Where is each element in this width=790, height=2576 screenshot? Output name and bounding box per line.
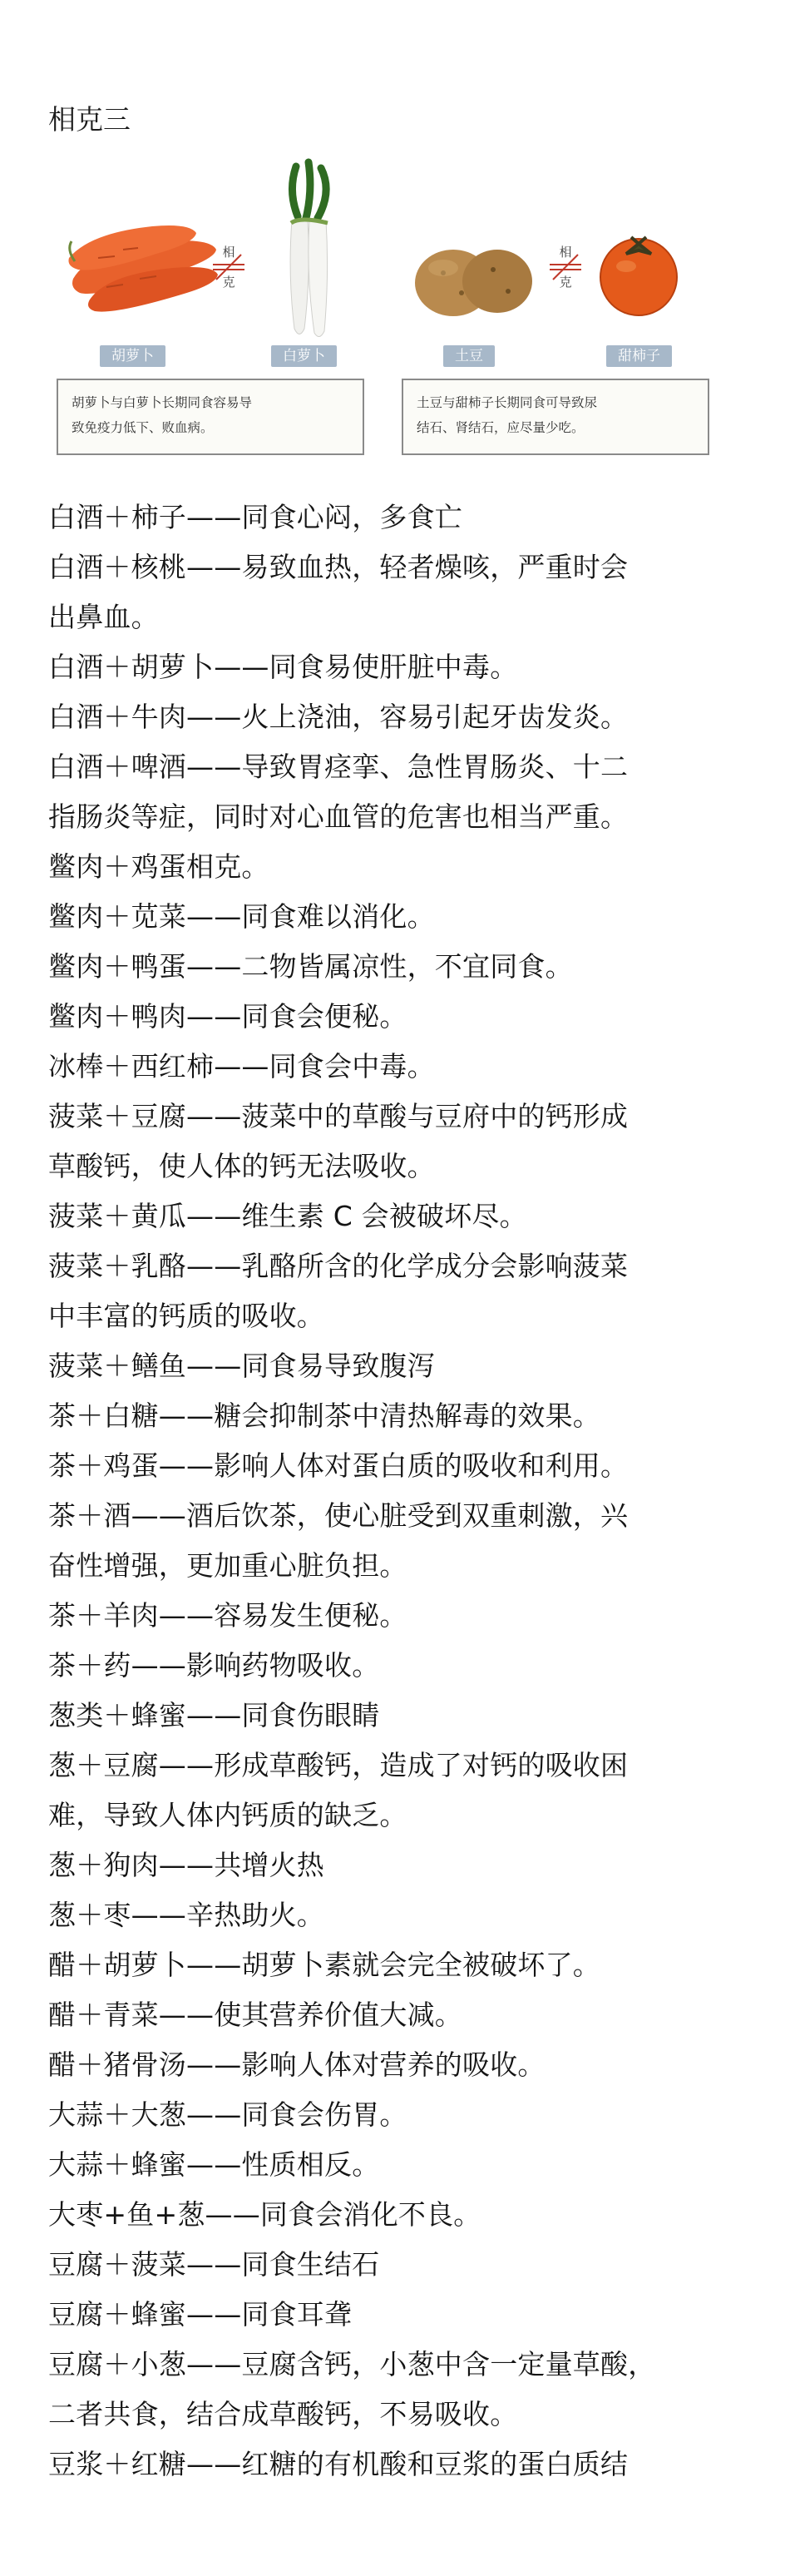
tag-white-radish: 白萝卜	[271, 345, 337, 367]
caption-line: 土豆与甜柿子长期同食可导致尿	[417, 395, 598, 410]
pair-potato-persimmon	[393, 141, 718, 474]
list-item: 鳖肉＋鸭蛋——二物皆属凉性，不宜同食。	[48, 950, 573, 983]
illustration-panel	[48, 141, 713, 474]
conflict-mark	[211, 240, 246, 290]
list-item: 葱类＋蜂蜜——同食伤眼睛	[48, 1699, 380, 1731]
list-item: 菠菜＋豆腐——菠菜中的草酸与豆府中的钙形成	[48, 1100, 629, 1132]
svg-text:相: 相	[559, 245, 572, 260]
food-conflict-list	[48, 493, 755, 2489]
list-item: 葱＋枣——辛热助火。	[48, 1899, 324, 1931]
page-title: 相克三	[48, 103, 131, 136]
list-item: 茶＋酒——酒后饮茶，使心脏受到双重刺激，兴	[48, 1499, 629, 1532]
list-item: 豆腐＋小葱——豆腐含钙，小葱中含一定量草酸，	[48, 2348, 656, 2380]
list-item: 出鼻血。	[48, 601, 159, 633]
conflict-mark	[548, 240, 583, 290]
svg-text:相: 相	[222, 245, 235, 260]
persimmon-image	[593, 229, 684, 320]
list-item: 大枣+鱼+葱——同食会消化不良。	[48, 2198, 481, 2231]
svg-text:克: 克	[222, 275, 235, 290]
list-item: 二者共食，结合成草酸钙，不易吸收。	[48, 2398, 518, 2430]
list-item: 鳖肉＋鸡蛋相克。	[48, 850, 269, 883]
white-radish-image	[263, 158, 354, 341]
list-item: 冰棒＋西红柿——同食会中毒。	[48, 1050, 435, 1082]
caption-line: 结石、肾结石，应尽量少吃。	[417, 420, 585, 435]
list-item: 醋＋胡萝卜——胡萝卜素就会完全被破坏了。	[48, 1949, 600, 1981]
list-item: 奋性增强，更加重心脏负担。	[48, 1549, 407, 1582]
list-item: 鳖肉＋苋菜——同食难以消化。	[48, 900, 435, 933]
list-item: 醋＋猪骨汤——影响人体对营养的吸收。	[48, 2048, 546, 2081]
list-item: 豆浆＋红糖——红糖的有机酸和豆浆的蛋白质结	[48, 2448, 629, 2480]
list-item: 豆腐＋蜂蜜——同食耳聋	[48, 2298, 353, 2331]
tag-potato: 土豆	[443, 345, 495, 367]
list-item: 醋＋青菜——使其营养价值大减。	[48, 1999, 462, 2031]
list-item: 大蒜＋大葱——同食会伤胃。	[48, 2098, 407, 2131]
list-item: 菠菜＋乳酪——乳酪所含的化学成分会影响菠菜	[48, 1250, 629, 1282]
list-item: 难，导致人体内钙质的缺乏。	[48, 1799, 407, 1831]
list-item: 白酒＋胡萝卜——同食易使肝脏中毒。	[48, 651, 518, 683]
list-item: 白酒＋柿子——同食心闷，多食亡	[48, 501, 462, 533]
list-item: 茶＋鸡蛋——影响人体对蛋白质的吸收和利用。	[48, 1449, 629, 1482]
list-item: 茶＋药——影响药物吸收。	[48, 1649, 380, 1682]
list-item: 白酒＋啤酒——导致胃痉挛、急性胃肠炎、十二	[48, 751, 629, 783]
list-item: 白酒＋核桃——易致血热，轻者燥咳，严重时会	[48, 551, 629, 583]
tag-carrot: 胡萝卜	[100, 345, 165, 367]
list-item: 草酸钙，使人体的钙无法吸收。	[48, 1150, 435, 1182]
list-item: 茶＋白糖——糖会抑制茶中清热解毒的效果。	[48, 1399, 600, 1432]
list-item: 茶＋羊肉——容易发生便秘。	[48, 1599, 407, 1632]
list-item: 葱＋豆腐——形成草酸钙，造成了对钙的吸收困	[48, 1749, 629, 1781]
list-item: 葱＋狗肉——共增火热	[48, 1849, 324, 1881]
list-item: 菠菜＋鳝鱼——同食易导致腹泻	[48, 1350, 435, 1382]
caption-carrot-radish	[57, 379, 364, 455]
caption-line: 胡萝卜与白萝卜长期同食容易导	[72, 395, 253, 410]
carrot-image	[65, 208, 223, 316]
list-item: 豆腐＋菠菜——同食生结石	[48, 2248, 380, 2281]
list-item: 指肠炎等症，同时对心血管的危害也相当严重。	[48, 800, 629, 833]
svg-text:克: 克	[559, 275, 572, 290]
potato-image	[410, 233, 543, 324]
pair-carrot-radish	[48, 141, 373, 474]
list-item: 大蒜＋蜂蜜——性质相反。	[48, 2148, 380, 2181]
caption-line: 致免疫力低下、败血病。	[72, 420, 214, 435]
list-item: 白酒＋牛肉——火上浇油，容易引起牙齿发炎。	[48, 701, 629, 733]
tag-persimmon: 甜柿子	[606, 345, 672, 367]
list-item: 中丰富的钙质的吸收。	[48, 1300, 324, 1332]
list-item: 鳖肉＋鸭肉——同食会便秘。	[48, 1000, 407, 1033]
list-item: 菠菜＋黄瓜——维生素 C 会被破坏尽。	[48, 1200, 527, 1232]
caption-potato-persimmon	[402, 379, 709, 455]
